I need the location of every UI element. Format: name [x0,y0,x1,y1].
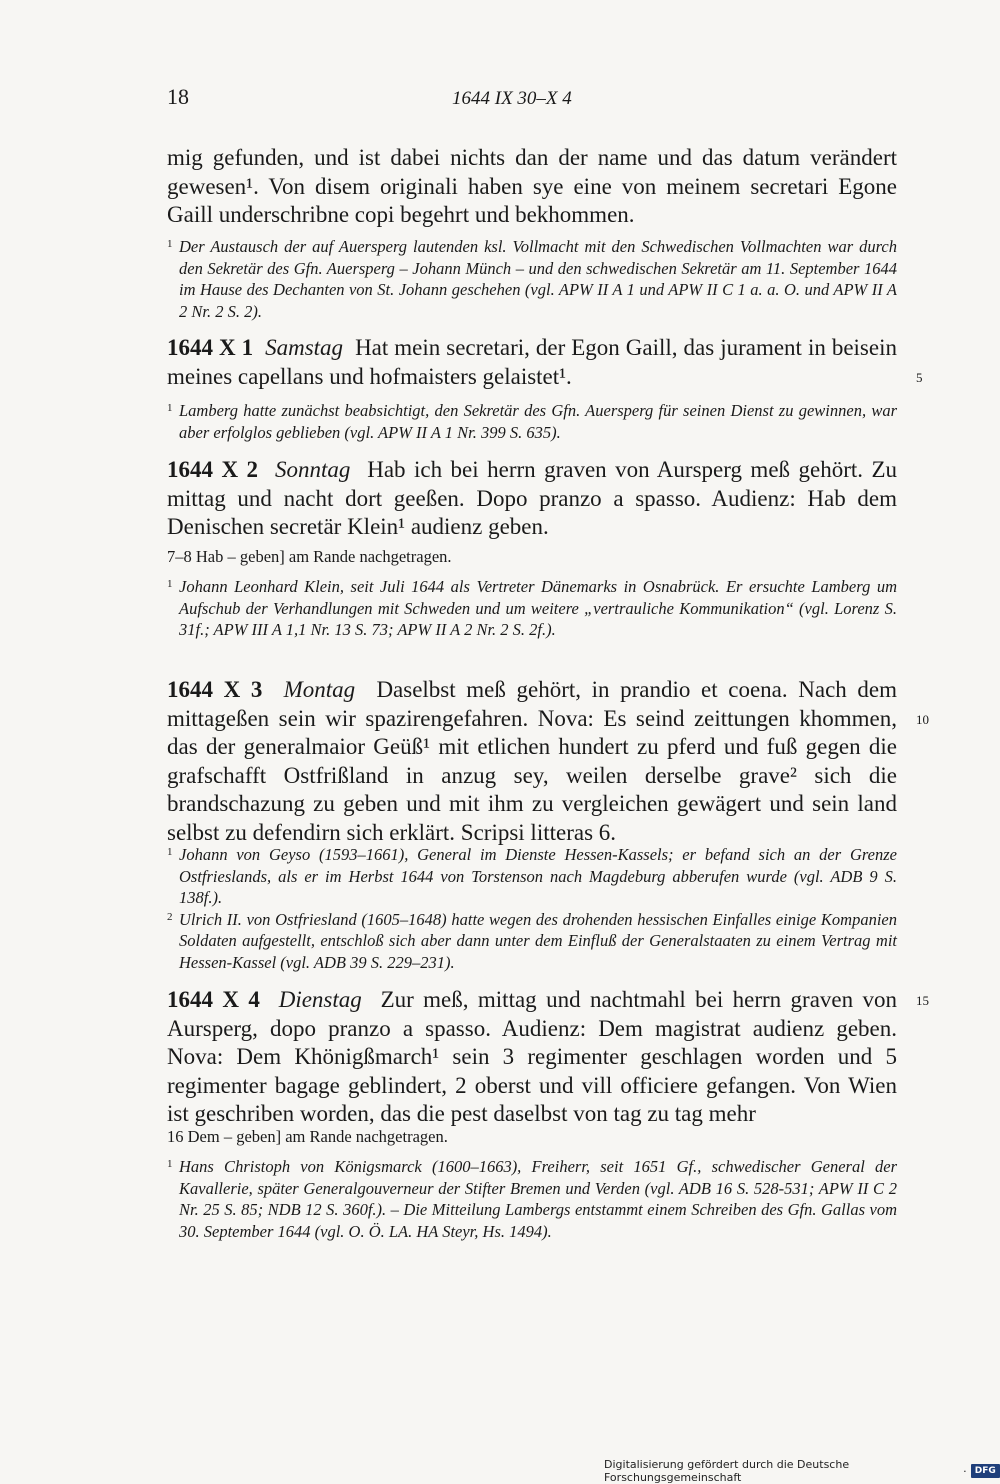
line-number: 15 [916,993,929,1008]
running-title: 1644 IX 30–X 4 [452,88,572,109]
entry-1644-x-4 [167,986,897,1129]
footnote-text: Hans Christoph von Königsmarck (1600–1663), Freiherr, seit 1651 Gf., schwedischer General der Kavallerie, später Generalgouverneur der Stifter Bremen und Verden (vgl. ADB 16 S. 528-531; APW II C 2 Nr. 25 S. 85; NDB 12 S. 360f.). – Die Mitteilung Lambergs entstammt einem Schreiben des Gfn. Gallas vom 30. September 1644 (vgl. O. Ö. LA. HA Steyr, Hs. 1494). [179,1157,897,1241]
entry-weekday: Montag [283,677,356,702]
entry-4-footnotes: 1 Hans Christoph von Königsmarck (1600–1663), Freiherr, seit 1651 Gf., schwedischer General der Kavallerie, später Generalgouverneur der Stifter Bremen und Verden (vgl. ADB 16 S. 528-531; APW II C 2 Nr. 25 S. 85; NDB 12 S. 360f.). – Die Mitteilung Lambergs entstammt einem Schreiben des Gfn. Gallas vom 30. September 1644 (vgl. O. Ö. LA. HA Steyr, Hs. 1494). [167,1157,897,1241]
entry-weekday: Dienstag [278,987,362,1012]
line-number: 10 [916,712,929,727]
footnote-text: Johann von Geyso (1593–1661), General im Dienste Hessen-Kassels; er befand sich an der Grenze Ostfrieslands, als er im Herbst 1644 von Torstenson nach Magdeburg abberufen wurde (vgl. ADB 9 S. 138f.). [179,845,897,907]
entry-text: Daselbst meß gehört, in prandio et coena. Nach dem mittageßen sein wir spazirengefahren. Nova: Es seind zeittungen khommen, das der generalmaior Geüß¹ mit etlichen hundert zu pferd und fuß gegen die grafschafft Ostfrißland in anzug sey, weilen derselbe grave² sich die brandschazung zu geben und mit ihm zu vergleichen gewägert und sein land selbst zu defendirn sich erklärt. Scripsi litteras 6. [167,677,897,845]
entry-date: 1644 X 3 [167,677,263,702]
line-number: 5 [916,370,923,385]
dfg-logo-icon: DFG [971,1464,1000,1478]
entry-weekday: Sonntag [274,457,351,482]
intro-text: mig gefunden, und ist dabei nichts dan der name und das datum verändert gewesen¹. Von disem originali haben sye eine von meinem secretari Egone Gaill underschribne copi begehrt und bekhommen. [167,145,897,227]
entry-text: Zur meß, mittag und nachtmahl bei herrn graven von Aursperg, dopo pranzo a spasso. Audienz: Dem magistrat audienz geben. Nova: Dem Khönigßmarch¹ sein 3 regimenter geschlagen worden und 5 regimenter bagage geblindert, 2 oberst und vill officiere gefangen. Von Wien ist geschriben worden, das die pest daselbst von tag zu tag mehr [167,987,898,1126]
page-number: 18 [167,84,189,109]
footnote-text: Johann Leonhard Klein, seit Juli 1644 als Vertreter Dänemarks in Osnabrück. Er ersuchte Lamberg um Aufschub der Verhandlungen mit Schweden und um weitere „vertrauliche Kommunikation“ (vgl. Lorenz S. 31f.; APW III A 1,1 Nr. 13 S. 73; APW II A 2 Nr. 2 S. 2f.). [179,577,897,639]
entry-2-apparatus: 7–8 Hab – geben] am Rande nachgetragen. [167,547,452,566]
footnote-text: Lamberg hatte zunächst beabsichtigt, den Sekretär des Gfn. Auersperg für seinen Dienst zu gewinnen, war aber erfolglos geblieben (vgl. APW II A 1 Nr. 399 S. 635). [179,401,897,442]
footer-separator: · [963,1464,967,1478]
footnote-text: Der Austausch der auf Auersperg lautenden ksl. Vollmacht mit den Schwedischen Vollmachten war durch den Sekretär des Gfn. Auersperg – Johann Münch – und den schwedischen Sekretär am 11. September 1644 im Hause des Dechanten von St. Johann geschehen (vgl. APW II A 1 und APW II C 1 a. a. O. und APW II A 2 Nr. 2 S. 2). [179,237,897,321]
entry-1-footnotes: 1 Lamberg hatte zunächst beabsichtigt, den Sekretär des Gfn. Auersperg für seinen Dienst zu gewinnen, war aber erfolglos geblieben (vgl. APW II A 1 Nr. 399 S. 635). [167,401,897,442]
entry-1644-x-3 [167,676,897,847]
entry-1644-x-1 [167,334,897,391]
intro-footnote: 1 Der Austausch der auf Auersperg lautenden ksl. Vollmacht mit den Schwedischen Vollmachten war durch den Sekretär des Gfn. Auersperg – Johann Münch – und den schwedischen Sekretär am 11. September 1644 im Hause des Dechanten von St. Johann geschehen (vgl. APW II A 1 und APW II C 1 a. a. O. und APW II A 2 Nr. 2 S. 2). [167,237,897,321]
digitization-footer [604,1458,1000,1484]
entry-text: Hab ich bei herrn graven von Aursperg meß gehört. Zu mittag und nacht dort geeßen. Dopo pranzo a spasso. Audienz: Hab dem Denischen secretär Klein¹ audienz geben. [167,457,897,539]
entry-date: 1644 X 4 [167,987,260,1012]
entry-text: Hat mein secretari, der Egon Gaill, das jurament in beisein meines capellans und hofmaisters gelaistet¹. [167,335,897,389]
entry-4-apparatus: 16 Dem – geben] am Rande nachgetragen. [167,1127,448,1146]
entry-1644-x-2 [167,456,897,542]
footnote-text: Ulrich II. von Ostfriesland (1605–1648) hatte wegen des drohenden hessischen Einfalles einige Kompanien Soldaten aufgestellt, entschloß sich aber dann unter dem Einfluß der Generalstaaten zu einem Vertrag mit Hessen-Kassel (vgl. ADB 39 S. 229–231). [179,909,897,972]
entry-3-footnotes: 1 Johann von Geyso (1593–1661), General im Dienste Hessen-Kassels; er befand sich an der Grenze Ostfrieslands, als er im Herbst 1644 von Torstenson nach Magdeburg abberufen wurde (vgl. ADB 9 S. 138f.). 2 Ulrich II. von Ostfriesland (1605–1648) hatte wegen des drohenden hessischen Einfalles einige Kompanien Soldaten aufgestellt, entschloß sich aber dann unter dem Einfluß der Generalstaaten zu einem Vertrag mit Hessen-Kassel (vgl. ADB 39 S. 229–231). [167,845,897,972]
footer-text: Digitalisierung gefördert durch die Deutsche Forschungsgemeinschaft [604,1458,850,1484]
entry-date: 1644 X 2 [167,457,259,482]
entry-2-footnotes: 1 Johann Leonhard Klein, seit Juli 1644 als Vertreter Dänemarks in Osnabrück. Er ersuchte Lamberg um Aufschub der Verhandlungen mit Schweden und um weitere „vertrauliche Kommunikation“ (vgl. Lorenz S. 31f.; APW III A 1,1 Nr. 13 S. 73; APW II A 2 Nr. 2 S. 2f.). [167,577,897,639]
entry-weekday: Samstag [265,335,344,360]
entry-date: 1644 X 1 [167,335,254,360]
